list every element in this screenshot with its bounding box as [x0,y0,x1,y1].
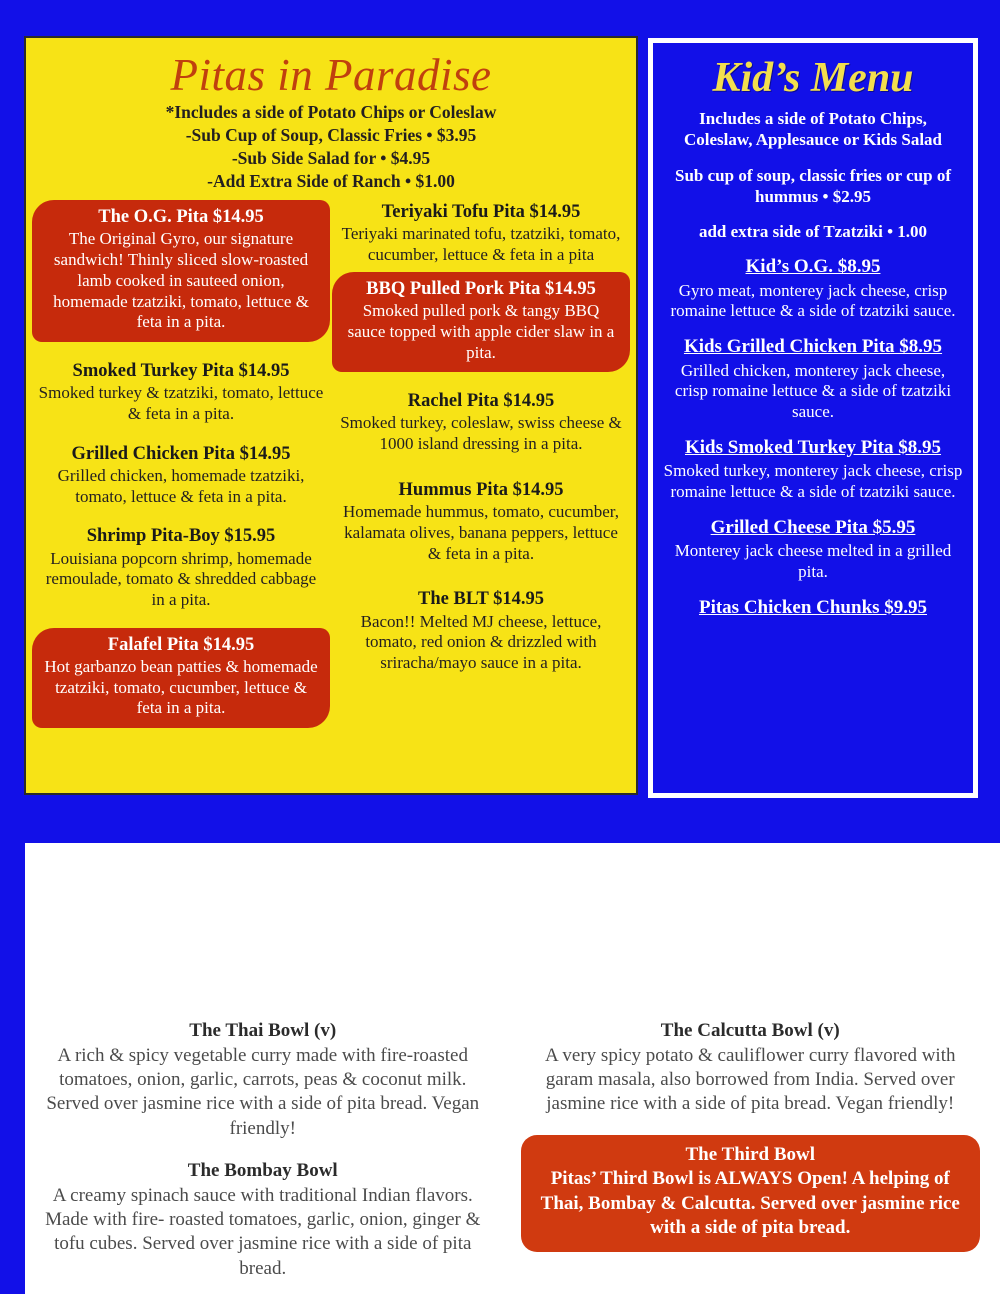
menu-item-description: Grilled chicken, homemade tzatziki, tomato, lettuce & feta in a pita. [57,465,305,506]
menu-item-description: Smoked turkey, coleslaw, swiss cheese & 1000 island dressing in a pita. [340,413,622,454]
main-notes [26,101,636,192]
bowl-item-name: The Calcutta Bowl (v) [660,1020,840,1041]
bowl-item-description: A rich & spicy vegetable curry made with fire-roasted tomatoes, onion, garlic, carrots, peas & coconut milk. Served over jasmine rice with a side of pita bread. Vegan friendly! [46,1044,480,1139]
menu-item-description: Bacon!! Melted MJ cheese, lettuce, tomato, red onion & drizzled with sriracha/mayo sauce in a pita. [360,611,602,672]
main-note-2: -Sub Side Salad for • $4.95 [231,147,431,168]
kids-item-name: Kid’s O.G. $8.95 [745,256,881,278]
bowl-item-description: A creamy spinach sauce with traditional Indian flavors. Made with fire- roasted tomatoes, garlic, onion, ginger & tofu cubes. Served over jasmine rice with a side of pita bread. [45,1184,481,1279]
menu-item-name: Rachel Pita $14.95 [407,391,555,412]
menu-item-description: The Original Gyro, our signature sandwich! Thinly sliced slow-roasted lamb cooked in sauteed onion, homemade tzatziki, tomato, lettuce & feta in a pita. [53,229,309,332]
spacer [32,348,330,357]
menu-item-shrimp-pita-boy[interactable] [32,522,330,614]
spacer [332,378,630,387]
page-title: Pitas in Paradise [170,50,492,100]
bowl-item-name: The Third Bowl [685,1143,816,1165]
kids-item-name: Kids Smoked Turkey Pita $8.95 [684,436,942,458]
menu-item-description: Hot garbanzo bean patties & homemade tzatziki, tomato, cucumber, lettuce & feta in a pita. [44,657,318,718]
kids-note-sides: Includes a side of Potato Chips, Coleslaw, Applesauce or Kids Salad [683,109,943,150]
bowls-column-left [25,1019,513,1294]
kids-menu-title: Kid’s Menu [712,55,914,101]
kids-item-name: Pitas Chicken Chunks $9.95 [698,596,928,618]
menu-item-rachel-pita[interactable] [332,387,630,459]
menu-item-falafel-pita[interactable] [32,628,330,728]
spacer [332,570,630,585]
kids-note-tzatziki: add extra side of Tzatziki • 1.00 [698,222,928,242]
menu-item-description: Teriyaki marinated tofu, tzatziki, tomato, cucumber, lettuce & feta in a pita [341,224,621,265]
kids-item-chicken-chunks[interactable] [663,597,963,619]
kids-item-description: Gyro meat, monterey jack cheese, crisp romaine lettuce & a side of tzatziki sauce. [670,280,956,321]
kids-note-sub: Sub cup of soup, classic fries or cup of hummus • $2.95 [675,165,951,206]
menu-item-bbq-pulled-pork-pita[interactable] [332,272,630,372]
kids-item-description: Smoked turkey, monterey jack cheese, crisp romaine lettuce & a side of tzatziki sauce. [663,461,963,501]
spacer [32,431,330,440]
bowl-item-bombay[interactable] [35,1159,491,1281]
menu-item-name: Smoked Turkey Pita $14.95 [72,361,290,382]
bowl-item-description: A very spicy potato & cauliflower curry flavored with garam masala, also borrowed from India. Served over jasmine rice with a side of pita bread. Vegan friendly! [545,1044,956,1115]
kids-item-name: Kids Grilled Chicken Pita $8.95 [683,336,943,358]
main-note-3: -Add Extra Side of Ranch • $1.00 [207,170,455,191]
bowl-item-calcutta[interactable] [521,1019,981,1117]
menu-item-smoked-turkey-pita[interactable] [32,357,330,429]
kids-item-grilled-cheese-pita[interactable] [663,517,963,583]
menu-columns [26,198,636,734]
kids-item-description: Monterey jack cheese melted in a grilled pita. [674,541,952,581]
menu-item-name: BBQ Pulled Pork Pita $14.95 [366,278,596,299]
main-note-0: *Includes a side of Potato Chips or Coleslaw [165,102,497,123]
menu-column-right [331,198,630,734]
kids-item-og[interactable] [663,256,963,322]
menu-item-name: Grilled Chicken Pita $14.95 [71,443,291,464]
menu-item-name: Hummus Pita $14.95 [398,479,564,500]
bowls-panel [25,843,1000,1294]
menu-item-name: Teriyaki Tofu Pita $14.95 [381,202,581,223]
kids-item-grilled-chicken-pita[interactable] [663,336,963,423]
kids-item-description: Grilled chicken, monterey jack cheese, crisp romaine lettuce & a side of tzatziki sauce. [674,360,952,422]
kids-item-name: Grilled Cheese Pita $5.95 [710,516,916,538]
bowl-item-name: The Bombay Bowl [187,1160,338,1181]
menu-item-hummus-pita[interactable] [332,476,630,568]
menu-item-og-pita[interactable] [32,200,330,342]
menu-column-left [32,198,331,734]
bowls-column-right [513,1019,1000,1294]
menu-item-teriyaki-tofu-pita[interactable] [332,198,630,270]
menu-item-name: Falafel Pita $14.95 [107,634,255,655]
spacer [32,513,330,522]
bowl-item-name: The Thai Bowl (v) [189,1020,337,1041]
bowl-item-description: Pitas’ Third Bowl is ALWAYS Open! A helping of Thai, Bombay & Calcutta. Served over jasmine rice with a side of pita bread. [540,1168,960,1239]
bowls-columns [25,1019,1000,1294]
menu-item-name: Shrimp Pita-Boy $15.95 [86,526,276,547]
main-note-1: -Sub Cup of Soup, Classic Fries • $3.95 [185,125,477,145]
spacer [332,461,630,476]
menu-item-grilled-chicken-pita[interactable] [32,440,330,512]
menu-item-name: The BLT $14.95 [418,589,544,610]
menu-item-name: The O.G. Pita $14.95 [98,207,264,228]
menu-item-description: Homemade hummus, tomato, cucumber, kalamata olives, banana peppers, lettuce & feta in a pita. [343,502,619,563]
bowl-item-thai[interactable] [35,1019,491,1141]
menu-item-description: Smoked turkey & tzatziki, tomato, lettuce & feta in a pita. [38,383,324,424]
spacer [32,617,330,626]
menu-item-description: Louisiana popcorn shrimp, homemade remoulade, tomato & shredded cabbage in a pita. [45,548,317,610]
kids-menu-panel [648,38,978,798]
bowl-item-third[interactable] [521,1135,981,1253]
kids-item-smoked-turkey-pita[interactable] [663,437,963,503]
menu-item-the-blt[interactable] [332,585,630,677]
pitas-main-panel [24,36,638,795]
menu-item-description: Smoked pulled pork & tangy BBQ sauce topped with apple cider slaw in a pita. [347,301,615,362]
